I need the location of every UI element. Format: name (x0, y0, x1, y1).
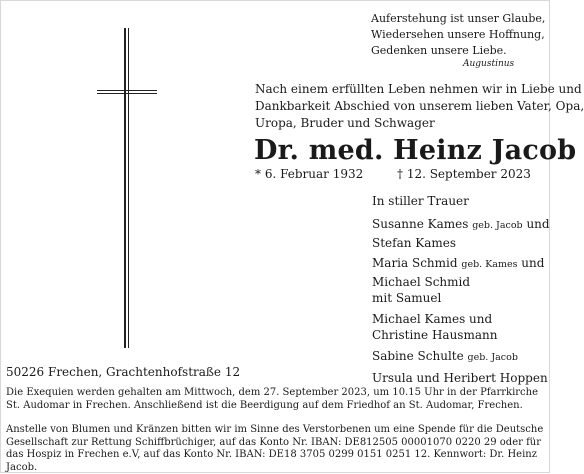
intro-line: Dankbarkeit Abschied von unserem lieben Vater, Opa, (255, 99, 584, 113)
maiden-name: geb. Jacob (472, 220, 523, 231)
mourner-group (372, 370, 550, 387)
quote-line: Auferstehung ist unser Glaube, (371, 12, 546, 25)
mourner-name: Ursula und Heribert Hoppen (372, 371, 548, 385)
birth-date: * 6. Februar 1932 (255, 167, 364, 181)
quote-author: Augustinus (463, 59, 515, 69)
death-date: † 12. September 2023 (397, 167, 531, 181)
mourner-name: Susanne Kames (372, 217, 473, 231)
mourner-group (372, 311, 550, 344)
maiden-name: geb. Jacob (467, 351, 518, 363)
mourners-list (372, 216, 550, 391)
intro-line: Nach einem erfüllten Leben nehmen wir in Liebe und (255, 82, 582, 96)
mourner-group (372, 216, 550, 251)
cross-icon (97, 28, 157, 348)
mourner-group (372, 255, 550, 307)
quote-line: Wiedersehen unsere Hoffnung, (371, 28, 545, 41)
mourner-group (372, 348, 550, 367)
exequien-notice: Die Exequien werden gehalten am Mittwoch, dem 27. September 2023, um 10.15 Uhr in der Pfarrkirche St. Audomar in Frechen. Anschließend ist die Beerdigung auf dem Friedhof an St. Audomar, Frechen. (6, 387, 539, 411)
intro-text (255, 81, 584, 132)
mourner-name: Stefan Kames (372, 235, 457, 250)
mourner-name: Christine Hausmann (372, 328, 498, 342)
mourner-name: Maria Schmid (372, 256, 462, 270)
deceased-name: Dr. med. Heinz Jacob (254, 135, 577, 166)
intro-line: Uropa, Bruder und Schwager (255, 116, 435, 130)
mourner-name: mit Samuel (372, 291, 442, 305)
mourner-name: Michael Schmid (372, 274, 471, 289)
maiden-name: geb. Kames (461, 259, 518, 270)
mourner-name: Sabine Schulte (372, 348, 468, 363)
donation-notice: Anstelle von Blumen und Kränzen bitten wir im Sinne des Verstorbenen um eine Spende für die Deutsche Gesellschaft zur Rettung Schiffbrüchiger, auf das Konto Nr. IBAN: DE812505 00001070 0220 29 oder für das Hospiz in Frechen e.V, auf das Konto Nr. IBAN: DE18 3705 0299 0151 0251 12. Kennwort: Dr. Heinz Jacob. (6, 424, 544, 473)
address: 50226 Frechen, Grachtenhofstraße 12 (6, 365, 241, 379)
mourner-conjunction: und (517, 256, 545, 270)
mourner-name: Michael Kames und (372, 311, 493, 326)
mourning-heading: In stiller Trauer (372, 194, 469, 208)
quote-line: Gedenken unsere Liebe. (371, 44, 507, 57)
mourner-conjunction: und (522, 217, 550, 231)
quote (371, 11, 545, 59)
